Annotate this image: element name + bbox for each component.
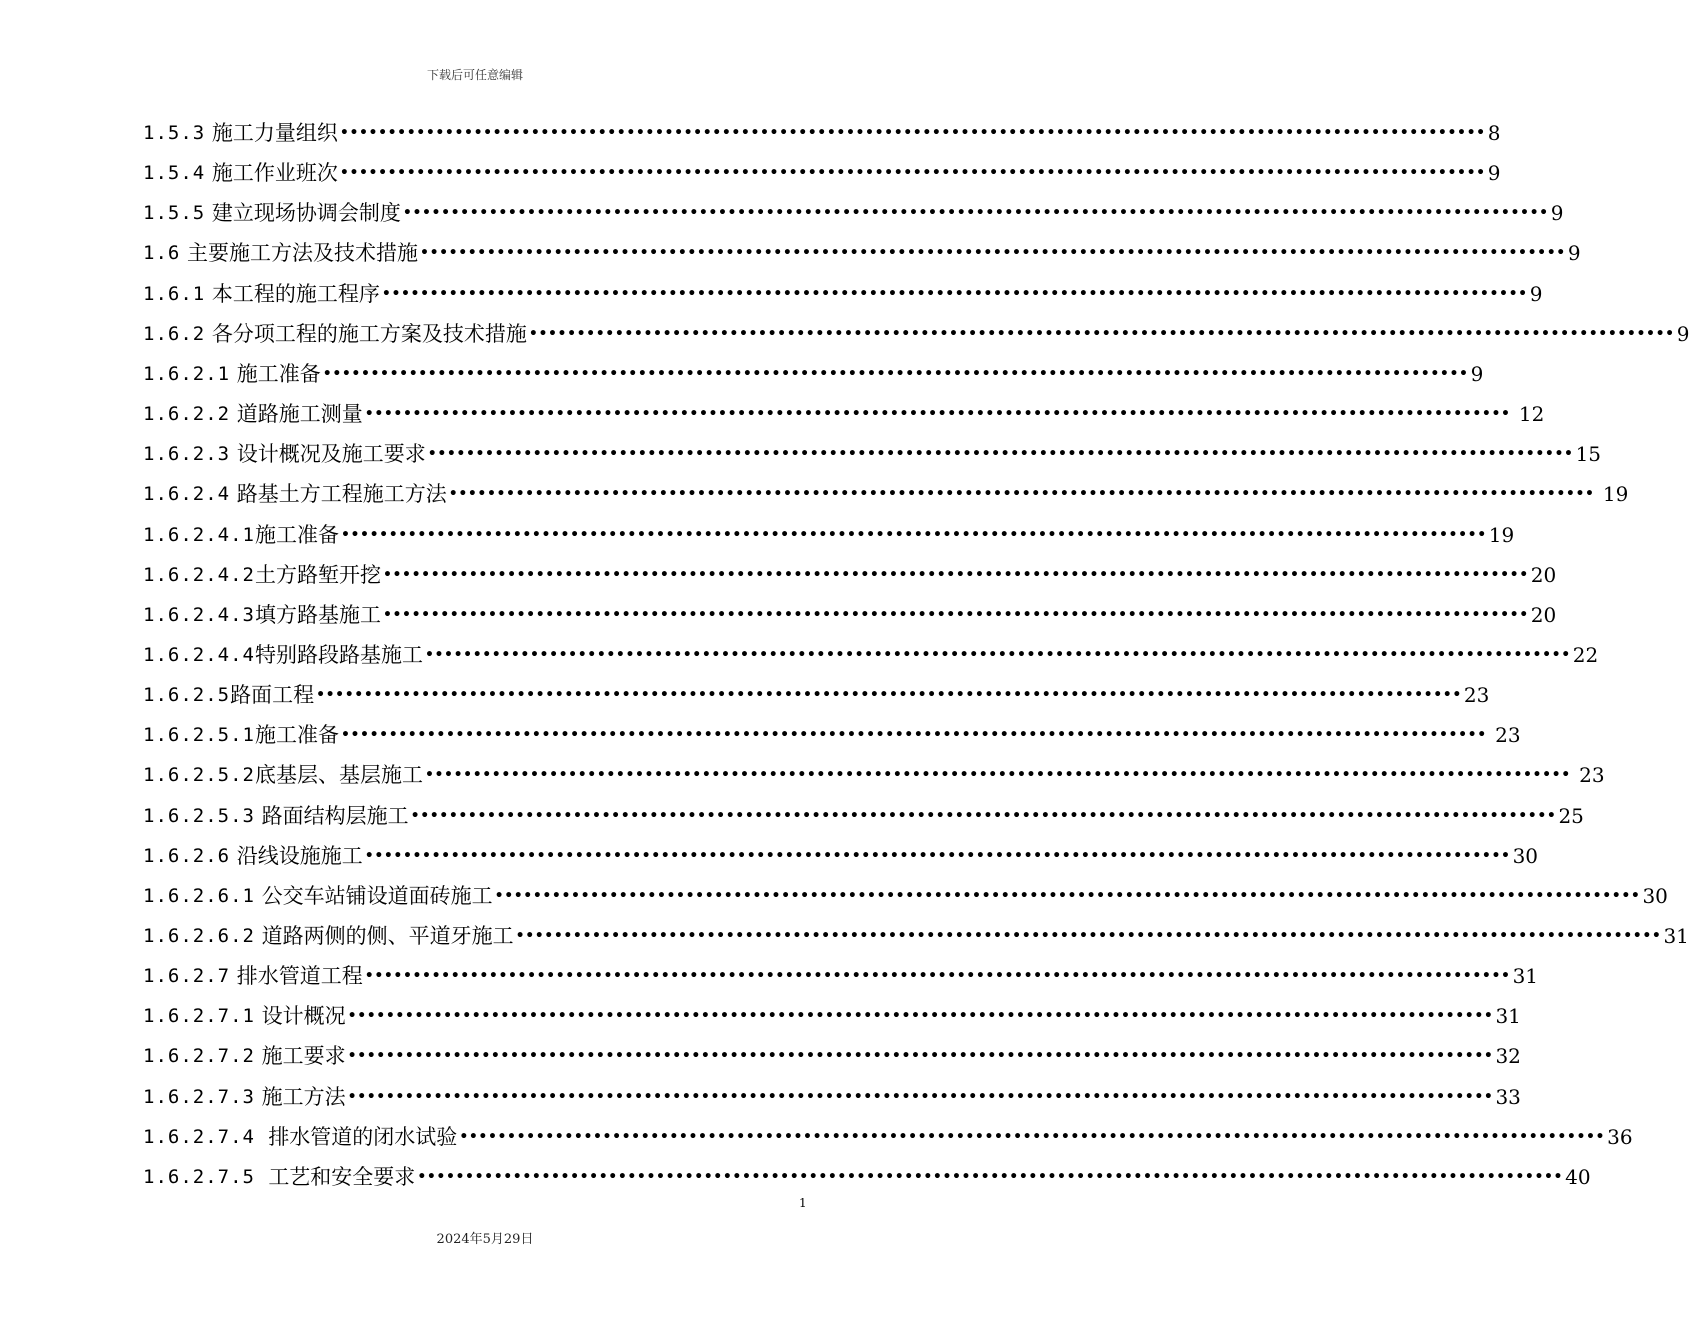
toc-dot-leader: •••••••••••••••••••••••••••••••••••••••••••••••••••••••••••••••••••••••••••••••••••••••••••••••••••••••••••••••••••••••• — [347, 1008, 1494, 1025]
toc-entry-number: 1.6.2.6.1 — [143, 884, 255, 907]
toc-entry-title: 道路施工测量 — [236, 402, 363, 427]
toc-entry-number: 1.6.2 — [143, 322, 206, 345]
toc-entry-page: 23 — [1488, 723, 1521, 748]
toc-entry-number: 1.6.2.2 — [143, 403, 231, 426]
toc-entry-page: 36 — [1607, 1124, 1633, 1149]
toc-entry-number: 1.6.2.4.2 — [143, 563, 255, 586]
toc-entry-gap — [255, 1157, 268, 1197]
toc-entry-number: 1.6.2.7 — [143, 965, 231, 988]
toc-entry-title: 土方路堑开挖 — [254, 562, 381, 587]
toc-dot-leader: •••••••••••••••••••••••••••••••••••••••••••••••••••••••••••••••••••••••••••••••••••••••••••••••••••••••••••••••••••••••• — [339, 165, 1486, 182]
toc-entry-title: 底基层、基层施工 — [254, 763, 423, 788]
toc-entry-gap — [255, 876, 262, 916]
toc-entry[interactable] — [143, 193, 1564, 233]
toc-dot-leader: •••••••••••••••••••••••••••••••••••••••••••••••••••••••••••••••••••••••••••••••••••••••••••••••••••••••••••••••••••••••• — [494, 887, 1641, 904]
toc-entry-title: 设计概况 — [261, 1004, 346, 1029]
toc-entry-gap — [205, 153, 212, 193]
toc-entry-gap — [255, 796, 262, 836]
toc-entry-title: 施工要求 — [261, 1044, 346, 1069]
toc-entry[interactable] — [143, 474, 1629, 514]
toc-entry-title: 特别路段路基施工 — [254, 642, 423, 667]
toc-entry-number: 1.6.2.4.1 — [143, 523, 255, 546]
toc-entry[interactable] — [143, 274, 1543, 314]
toc-entry-number: 1.6.2.7.5 — [143, 1165, 255, 1188]
toc-entry-gap — [180, 233, 187, 273]
toc-entry[interactable] — [143, 113, 1501, 153]
toc-entry-gap — [230, 394, 237, 434]
toc-dot-leader: •••••••••••••••••••••••••••••••••••••••••••••••••••••••••••••••••••••••••••••••••••••••••••••••••••••••••••••••••••••••• — [364, 406, 1511, 423]
toc-entry[interactable] — [143, 233, 1581, 273]
toc-entry[interactable] — [143, 715, 1521, 755]
toc-dot-leader: •••••••••••••••••••••••••••••••••••••••••••••••••••••••••••••••••••••••••••••••••••••••••••••••••••••••••••••••••••••••• — [427, 446, 1574, 463]
toc-entry-number: 1.6.2.5 — [143, 684, 231, 707]
toc-entry-page: 9 — [1676, 321, 1689, 346]
toc-entry-page: 19 — [1488, 522, 1515, 547]
toc-entry-number: 1.6.1 — [143, 282, 206, 305]
toc-entry-gap — [230, 434, 237, 474]
toc-entry-title: 施工作业班次 — [211, 161, 338, 186]
toc-dot-leader: •••••••••••••••••••••••••••••••••••••••••••••••••••••••••••••••••••••••••••••••••••••••••••••••••••••••••••••••••••••••• — [364, 968, 1511, 985]
toc-dot-leader: •••••••••••••••••••••••••••••••••••••••••••••••••••••••••••••••••••••••••••••••••••••••••••••••••••••••••••••••••••••••• — [424, 646, 1571, 663]
toc-dot-leader: •••••••••••••••••••••••••••••••••••••••••••••••••••••••••••••••••••••••••••••••••••••••••••••••••••••••••••••••••••••••• — [410, 807, 1557, 824]
toc-entry-page: 15 — [1575, 442, 1602, 467]
toc-entry-number: 1.6.2.6.2 — [143, 925, 255, 947]
toc-entry-title: 路面工程 — [230, 683, 315, 708]
toc-dot-leader: •••••••••••••••••••••••••••••••••••••••••••••••••••••••••••••••••••••••••••••••••••••••••••••••••••••••••••••••••••••••• — [340, 526, 1487, 543]
toc-entry-page: 31 — [1512, 964, 1539, 989]
toc-entry[interactable] — [143, 876, 1668, 916]
toc-entry[interactable] — [143, 153, 1501, 193]
toc-entry-title: 施工准备 — [236, 361, 321, 386]
toc-entry-page: 9 — [1550, 201, 1564, 226]
toc-entry-page: 33 — [1495, 1084, 1521, 1109]
toc-dot-leader: •••••••••••••••••••••••••••••••••••••••••••••••••••••••••••••••••••••••••••••••••••••••••••••••••••••••••••••••••••••••• — [381, 285, 1528, 302]
toc-dot-leader: •••••••••••••••••••••••••••••••••••••••••••••••••••••••••••••••••••••••••••••••••••••••••••••••••••••••••••••••••••••••• — [347, 1048, 1494, 1065]
toc-entry-title: 设计概况及施工要求 — [236, 442, 426, 467]
toc-entry[interactable] — [143, 1157, 1591, 1197]
toc-dot-leader: •••••••••••••••••••••••••••••••••••••••••••••••••••••••••••••••••••••••••••••••••••••••••••••••••••••••••••••••••••••••• — [316, 687, 1462, 704]
toc-entry-page: 23 — [1572, 763, 1605, 788]
toc-entry[interactable] — [143, 1036, 1521, 1076]
toc-entry-title: 主要施工方法及技术措施 — [187, 241, 419, 266]
toc-entry-gap — [205, 314, 212, 354]
toc-dot-leader: •••••••••••••••••••••••••••••••••••••••••••••••••••••••••••••••••••••••••••••••••••••••••••••••••••••••••••••••••••••••• — [347, 1088, 1494, 1105]
toc-entry-page: 30 — [1642, 883, 1668, 908]
toc-entry-number: 1.6.2.7.2 — [143, 1045, 255, 1068]
toc-entry-title: 各分项工程的施工方案及技术措施 — [211, 321, 527, 346]
toc-entry-number: 1.5.3 — [143, 122, 206, 144]
toc-entry-page: 9 — [1487, 161, 1501, 186]
toc-entry[interactable] — [143, 996, 1521, 1036]
toc-entry-title: 排水管道的闭水试验 — [268, 1124, 458, 1149]
page-footer-date: 2024年5月29日 — [436, 1232, 534, 1247]
toc-entry[interactable] — [143, 434, 1602, 474]
toc-entry[interactable] — [143, 314, 1689, 354]
toc-entry-number: 1.6.2.5.3 — [143, 804, 255, 827]
toc-entry-title: 建立现场协调会制度 — [211, 201, 401, 226]
toc-entry-gap — [255, 1077, 262, 1117]
toc-entry-number: 1.6.2.4.3 — [143, 603, 255, 626]
toc-entry-page: 31 — [1663, 924, 1689, 948]
toc-dot-leader: •••••••••••••••••••••••••••••••••••••••••••••••••••••••••••••••••••••••••••••••••••••••••••••••••••••••••••••••••••••••• — [364, 847, 1511, 864]
toc-entry[interactable] — [143, 836, 1539, 876]
toc-entry-title: 施工准备 — [254, 522, 339, 547]
toc-dot-leader: •••••••••••••••••••••••••••••••••••••••••••••••••••••••••••••••••••••••••••••••••••••••••••••••••••••••••••••••••••••••• — [382, 566, 1529, 583]
toc-entry-number: 1.6 — [143, 242, 181, 265]
toc-dot-leader: •••••••••••••••••••••••••••••••••••••••••••••••••••••••••••••••••••••••••••••••••••••••••••••••••••••••••••••••••••••••• — [515, 928, 1662, 944]
toc-entry-number: 1.6.2.3 — [143, 443, 231, 466]
toc-entry-page: 9 — [1567, 241, 1581, 266]
toc-entry[interactable] — [143, 675, 1490, 715]
toc-entry[interactable] — [143, 916, 1689, 956]
toc-entry-page: 20 — [1530, 602, 1557, 627]
toc-entry-number: 1.6.2.7.1 — [143, 1005, 255, 1028]
toc-entry-page: 20 — [1530, 562, 1557, 587]
toc-dot-leader: •••••••••••••••••••••••••••••••••••••••••••••••••••••••••••••••••••••••••••••••••••••••••••••••••••••••••••••••••••••••• — [402, 205, 1549, 222]
toc-entry-gap — [230, 956, 237, 996]
toc-entry-title: 路基土方工程施工方法 — [236, 482, 447, 507]
toc-entry-gap — [255, 1117, 268, 1157]
toc-dot-leader: •••••••••••••••••••••••••••••••••••••••••••••••••••••••••••••••••••••••••••••••••••••••••••••••••••••••••••••••••••••••• — [339, 125, 1486, 141]
toc-entry-page: 22 — [1572, 642, 1599, 667]
toc-entry-title: 施工力量组织 — [211, 121, 338, 145]
toc-entry[interactable] — [143, 595, 1557, 635]
toc-entry-page: 9 — [1470, 361, 1484, 386]
toc-dot-leader: •••••••••••••••••••••••••••••••••••••••••••••••••••••••••••••••••••••••••••••••••••••••••••••••••••••••••••••••••••••••• — [528, 325, 1675, 342]
toc-entry-number: 1.6.2.6 — [143, 844, 231, 867]
toc-dot-leader: •••••••••••••••••••••••••••••••••••••••••••••••••••••••••••••••••••••••••••••••••••••••••••••••••••••••••••••••••••••••• — [417, 1168, 1564, 1185]
toc-entry-title: 工艺和安全要求 — [268, 1164, 416, 1189]
toc-entry-page: 40 — [1565, 1164, 1591, 1189]
toc-entry-title: 本工程的施工程序 — [211, 281, 380, 306]
toc-entry-number: 1.6.2.5.2 — [143, 764, 255, 787]
toc-dot-leader: •••••••••••••••••••••••••••••••••••••••••••••••••••••••••••••••••••••••••••••••••••••••••••••••••••••••••••••••••••••••• — [424, 767, 1571, 784]
toc-entry-gap — [255, 916, 262, 956]
toc-entry[interactable] — [143, 796, 1584, 836]
toc-entry[interactable] — [143, 555, 1557, 595]
toc-entry-page: 12 — [1512, 402, 1545, 427]
toc-entry-title: 沿线设施施工 — [236, 843, 363, 868]
toc-entry-title: 路面结构层施工 — [261, 803, 409, 828]
toc-entry-page: 23 — [1463, 683, 1490, 708]
toc-entry-number: 1.6.2.4.4 — [143, 643, 255, 666]
toc-entry-page: 19 — [1596, 482, 1629, 507]
toc-entry-page: 9 — [1529, 281, 1543, 306]
toc-entry-gap — [230, 354, 237, 394]
toc-entry[interactable] — [143, 515, 1515, 555]
toc-entry-page: 30 — [1512, 843, 1539, 868]
toc-entry-gap — [205, 274, 212, 314]
toc-dot-leader: •••••••••••••••••••••••••••••••••••••••••••••••••••••••••••••••••••••••••••••••••••••••••••••••••••••••••••••••••••••••• — [420, 245, 1566, 262]
toc-entry[interactable] — [143, 354, 1484, 394]
toc-entry-title: 公交车站铺设道面砖施工 — [261, 883, 493, 908]
toc-entry[interactable] — [143, 394, 1545, 434]
toc-entry-gap — [255, 1036, 262, 1076]
toc-entry[interactable] — [143, 956, 1539, 996]
toc-entry-number: 1.6.2.4 — [143, 483, 231, 506]
toc-entry-number: 1.5.5 — [143, 202, 206, 225]
toc-entry-number: 1.5.4 — [143, 162, 206, 185]
toc-entry-gap — [255, 996, 262, 1036]
toc-entry[interactable] — [143, 1117, 1633, 1157]
toc-dot-leader: •••••••••••••••••••••••••••••••••••••••••••••••••••••••••••••••••••••••••••••••••••••••••••••••••••••••••••••••••••••••• — [459, 1128, 1606, 1145]
toc-dot-leader: •••••••••••••••••••••••••••••••••••••••••••••••••••••••••••••••••••••••••••••••••••••••••••••••••••••••••••••••••••••••• — [322, 365, 1469, 382]
toc-entry-page: 25 — [1558, 803, 1584, 828]
toc-entry-number: 1.6.2.1 — [143, 362, 231, 385]
toc-entry[interactable] — [143, 755, 1605, 795]
toc-dot-leader: •••••••••••••••••••••••••••••••••••••••••••••••••••••••••••••••••••••••••••••••••••••••••••••••••••••••••••••••••••••••• — [340, 727, 1487, 744]
toc-entry-gap — [230, 474, 237, 514]
toc-entry-page: 8 — [1487, 121, 1501, 145]
toc-entry[interactable] — [143, 1077, 1521, 1117]
page-number: 1 — [799, 1196, 807, 1210]
toc-entry-gap — [230, 836, 237, 876]
toc-entry-number: 1.6.2.5.1 — [143, 724, 255, 747]
toc-entry-title: 施工方法 — [261, 1084, 346, 1109]
toc-entry[interactable] — [143, 635, 1599, 675]
toc-entry-number: 1.6.2.7.4 — [143, 1125, 255, 1148]
toc-entry-gap — [205, 113, 212, 153]
toc-dot-leader: •••••••••••••••••••••••••••••••••••••••••••••••••••••••••••••••••••••••••••••••••••••••••••••••••••••••••••••••••••••••• — [382, 606, 1529, 623]
page-header: 下载后可任意编辑 — [426, 68, 523, 82]
toc-entry-title: 填方路基施工 — [254, 602, 381, 627]
toc-entry-number: 1.6.2.7.3 — [143, 1085, 255, 1108]
toc-dot-leader: •••••••••••••••••••••••••••••••••••••••••••••••••••••••••••••••••••••••••••••••••••••••••••••••••••••••••••••••••••••••• — [448, 486, 1595, 503]
toc-entry-title: 排水管道工程 — [236, 964, 363, 989]
toc-entry-page: 31 — [1495, 1004, 1521, 1029]
toc-entry-title: 道路两侧的侧、平道牙施工 — [261, 924, 514, 948]
toc-entry-page: 32 — [1495, 1044, 1521, 1069]
toc-entry-gap — [205, 193, 212, 233]
toc-entry-title: 施工准备 — [254, 723, 339, 748]
